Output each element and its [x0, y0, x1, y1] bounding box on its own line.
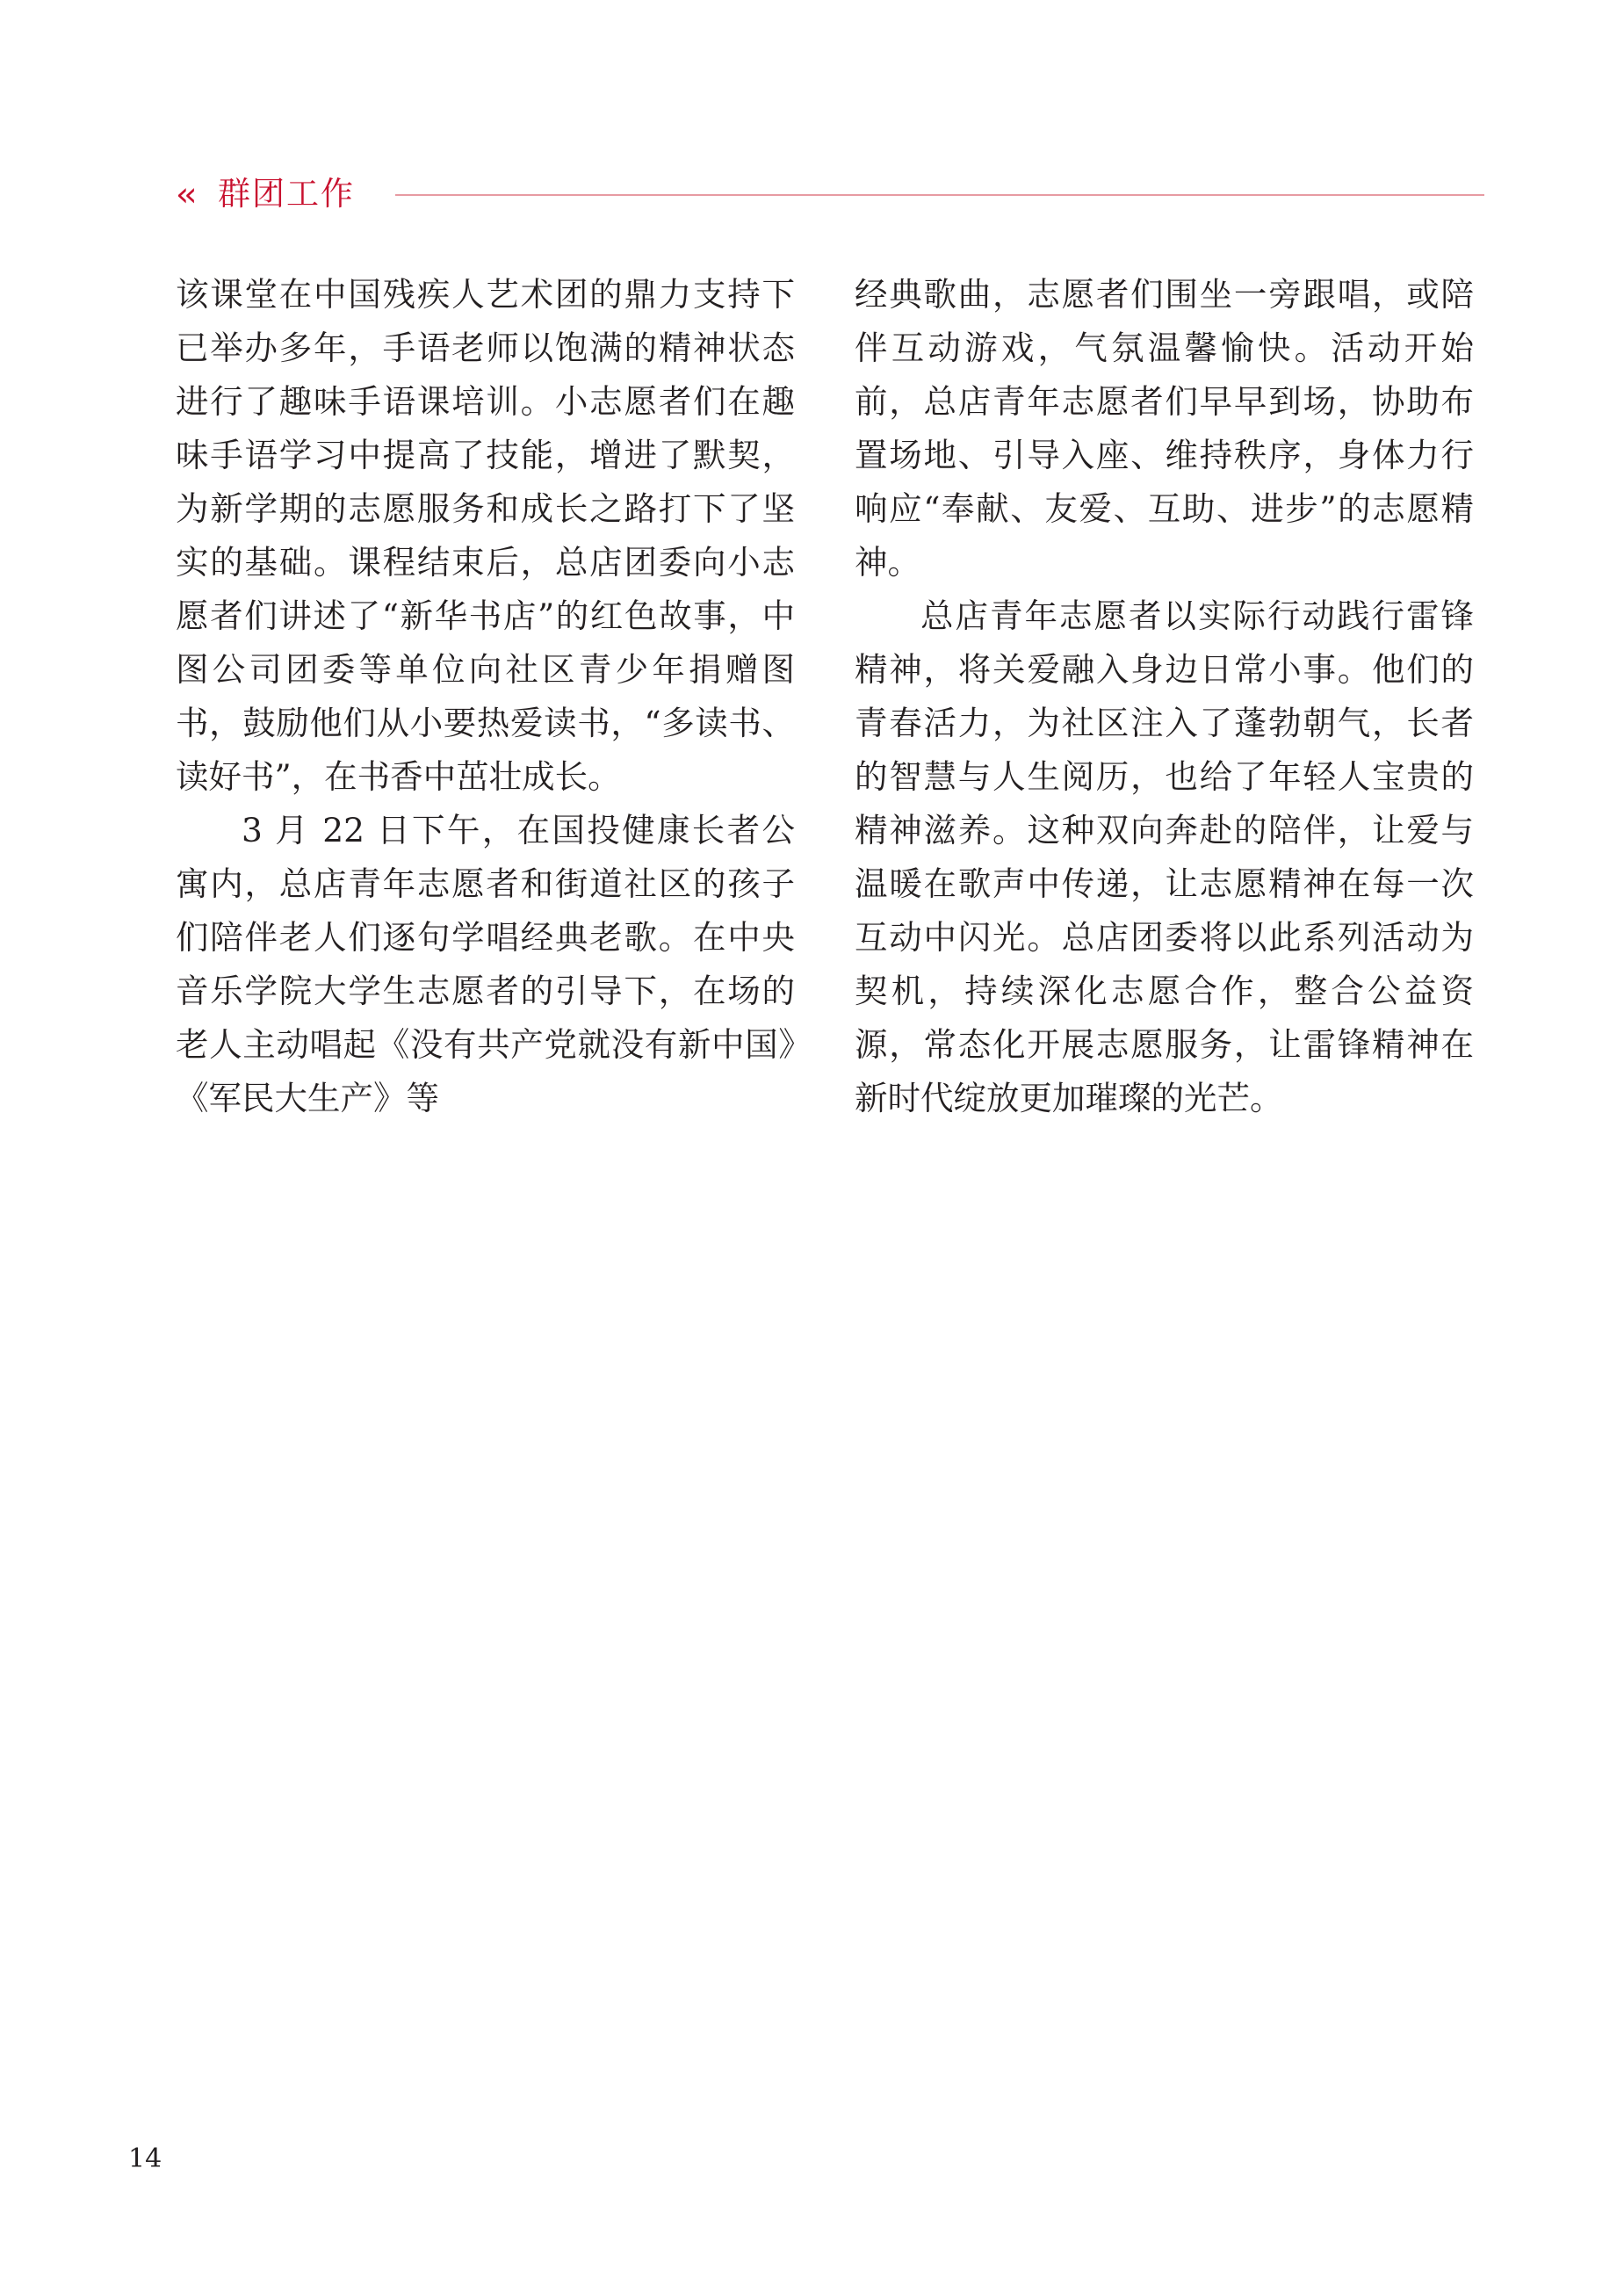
section-title: 群团工作 — [218, 175, 355, 213]
left-column — [176, 268, 795, 1125]
paragraph: 经典歌曲，志愿者们围坐一旁跟唱，或陪伴互动游戏，气氛温馨愉快。活动开始前，总店青年志愿者们早早到场，协助布置场地、引导入座、维持秩序，身体力行响应“奉献、友爱、互助、进步”的志愿精神。 — [855, 275, 1474, 582]
double-chevron-left-icon: ‹‹ — [176, 175, 192, 213]
paragraph: 3 月 22 日下午，在国投健康长者公寓内，总店青年志愿者和街道社区的孩子们陪伴老人们逐句学唱经典老歌。在中央音乐学院大学生志愿者的引导下，在场的老人主动唱起《没有共产党就没有新中国》《军民大生产》等 — [176, 811, 795, 1117]
right-column — [855, 268, 1474, 1125]
page-number: 14 — [128, 2143, 162, 2174]
header-rule — [395, 194, 1484, 196]
section-header — [176, 174, 1484, 216]
paragraph: 总店青年志愿者以实际行动践行雷锋精神，将关爱融入身边日常小事。他们的青春活力，为社区注入了蓬勃朝气，长者的智慧与人生阅历，也给了年轻人宝贵的精神滋养。这种双向奔赴的陪伴，让爱与温暖在歌声中传递，让志愿精神在每一次互动中闪光。总店团委将以此系列活动为契机，持续深化志愿合作，整合公益资源，常态化开展志愿服务，让雷锋精神在新时代绽放更加璀璨的光芒。 — [855, 596, 1474, 1117]
paragraph: 该课堂在中国残疾人艺术团的鼎力支持下已举办多年，手语老师以饱满的精神状态进行了趣味手语课培训。小志愿者们在趣味手语学习中提高了技能，增进了默契，为新学期的志愿服务和成长之路打下了坚实的基础。课程结束后，总店团委向小志愿者们讲述了“新华书店”的红色故事，中图公司团委等单位向社区青少年捐赠图书，鼓励他们从小要热爱读书，“多读书、读好书”，在书香中茁壮成长。 — [176, 275, 795, 796]
